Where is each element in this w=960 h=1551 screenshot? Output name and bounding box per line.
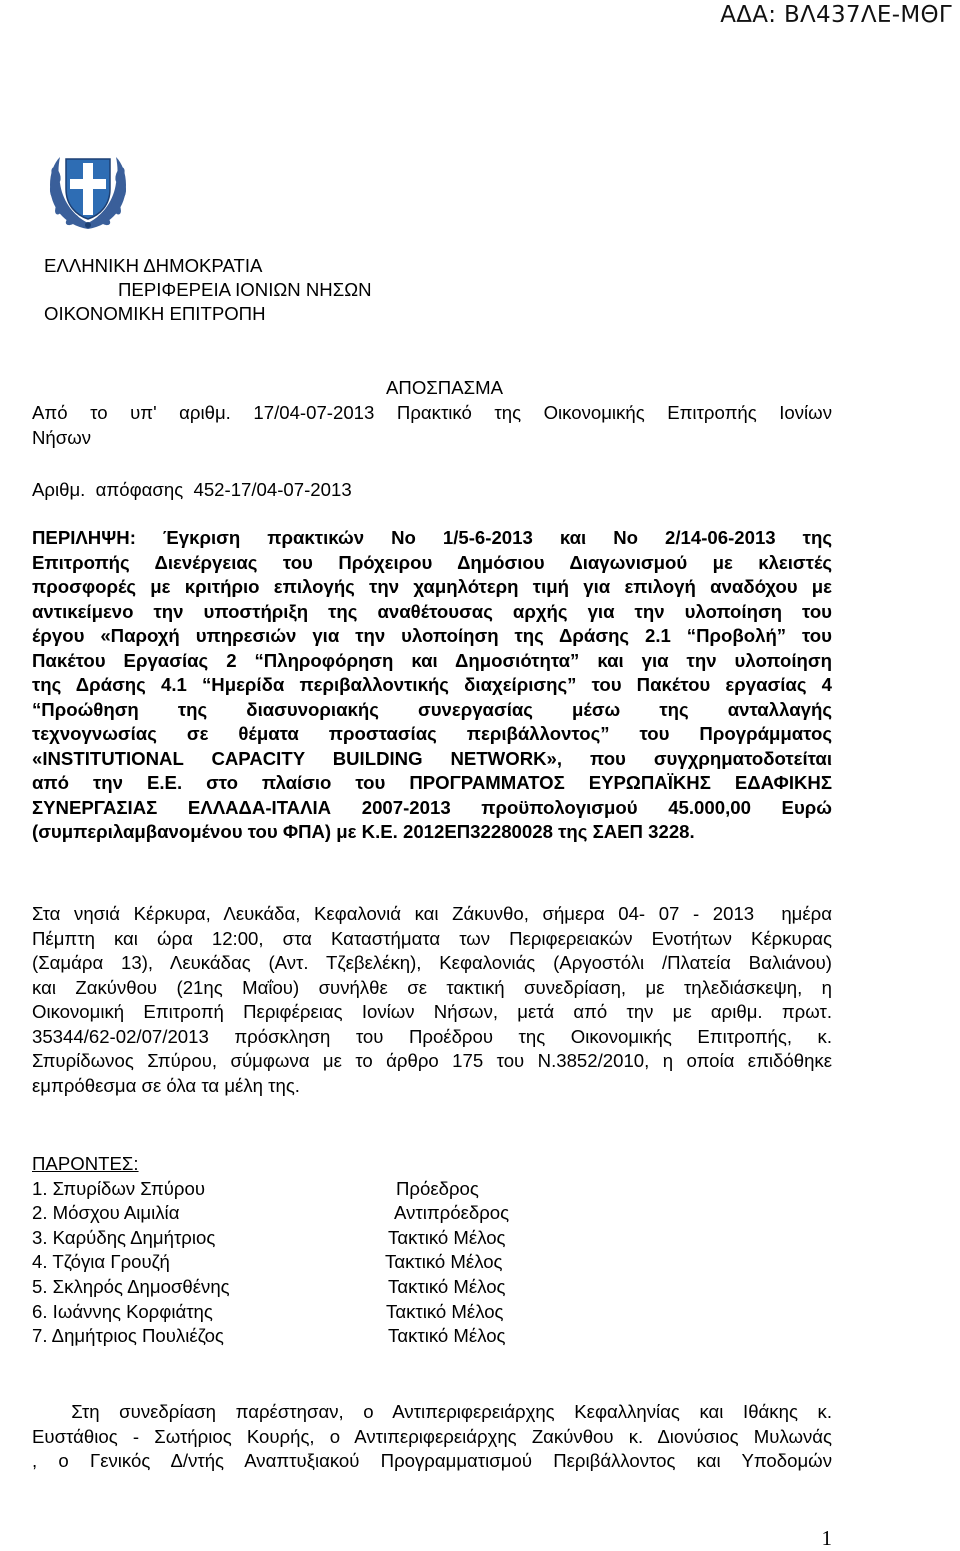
meeting-line: Στα νησιά Κέρκυρα, Λευκάδα, Κεφαλονιά και Ζάκυνθο, σήμερα 04- 07 - 2013 ημέρα [32, 903, 832, 924]
member-role: Τακτικό Μέλος [388, 1275, 506, 1297]
excerpt-title: ΑΠΟΣΠΑΣΜΑ [386, 377, 504, 398]
member-name: 3. Καρύδης Δημήτριος [32, 1226, 216, 1248]
member-role: Τακτικό Μέλος [385, 1251, 503, 1273]
excerpt-reference [32, 401, 832, 450]
decision-number: Αριθμ. απόφασης 452-17/04-07-2013 [32, 479, 352, 500]
member-role: Πρόεδρος [396, 1177, 479, 1199]
summary [32, 526, 832, 845]
attendance-line: , ο Γενικός Δ/ντής Αναπτυξιακού Προγραμματισμού Περιβάλλοντος και Υποδομών [32, 1450, 832, 1471]
summary-line: ΠΕΡΙΛΗΨΗ: Έγκριση πρακτικών Νο 1/5-6-2013 και Νο 2/14-06-2013 της [32, 527, 832, 548]
member-name: 2. Μόσχου Αιμιλία [32, 1202, 180, 1224]
member-name: 6. Ιωάννης Κορφιάτης [32, 1300, 213, 1322]
ada-stamp: ΑΔΑ: ΒΛ437ΛΕ-ΜΘΓ [720, 2, 952, 28]
summary-line: από την Ε.Ε. στο πλαίσιο του ΠΡΟΓΡΑΜΜΑΤΟΣ ΕΥΡΩΠΑΪΚΗΣ ΕΔΑΦΙΚΗΣ [32, 772, 832, 793]
summary-line: προσφορές με κριτήριο επιλογής την χαμηλότερη τιμή για επιλογή αναδόχου με [32, 576, 832, 597]
summary-line: «INSTITUTIONAL CAPACITY BUILDING NETWORK», που συγχρηματοδοτείται [32, 747, 832, 769]
attendance-line: Ευστάθιος - Σωτήριος Κουρής, ο Αντιπεριφερειάρχης Ζακύνθου κ. Διονύσιος Μυλωνάς [32, 1425, 832, 1447]
member-role: Τακτικό Μέλος [388, 1226, 506, 1248]
meeting-line: 35344/62-02/07/2013 πρόσκληση του Προέδρου της Οικονομικής Επιτροπής, κ. [32, 1025, 832, 1047]
attendance-paragraph [32, 1400, 832, 1474]
member-role: Τακτικό Μέλος [386, 1300, 504, 1322]
member-name: 4. Τζόγια Γρουζή [32, 1251, 170, 1273]
authority-line-1: ΕΛΛΗΝΙΚΗ ΔΗΜΟΚΡΑΤΙΑ [44, 255, 263, 276]
meeting-line: Σπυρίδωνος Σπύρου, σύμφωνα με το άρθρο 175 του Ν.3852/2010, η οποία επιδόθηκε [32, 1050, 832, 1071]
meeting-line: και Ζακύνθου (21ης Μαΐου) συνήλθε σε τακτική συνεδρίαση, με τηλεδιάσκεψη, η [32, 976, 832, 998]
authority-line-2: ΠΕΡΙΦΕΡΕΙΑ ΙΟΝΙΩΝ ΝΗΣΩΝ [118, 279, 372, 300]
page-number: 1 [821, 1526, 832, 1550]
excerpt-reference-line-1: Από το υπ' αριθμ. 17/04-07-2013 Πρακτικό της Οικονομικής Επιτροπής Ιονίων [32, 402, 832, 423]
summary-line: αντικείμενο την υποστήριξη της αναθέτουσας αρχής για την υλοποίηση του [32, 600, 832, 622]
summary-line: Επιτροπής Διενέργειας του Πρόχειρου Δημόσιου Διαγωνισμού με κλειστές [32, 551, 832, 573]
member-role: Αντιπρόεδρος [394, 1202, 510, 1224]
summary-line: έργου «Παροχή υπηρεσιών για την υλοποίηση της Δράσης 2.1 “Προβολή” του [32, 625, 832, 646]
member-name: 1. Σπυρίδων Σπύρου [32, 1177, 205, 1199]
summary-line: ΣΥΝΕΡΓΑΣΙΑΣ ΕΛΛΑΔΑ-ΙΤΑΛΙΑ 2007-2013 προϋπολογισμού 45.000,00 Ευρώ [32, 796, 832, 818]
meeting-line: (Σαμάρα 13), Λευκάδας (Αντ. Τζεβελέκη), Κεφαλονιάς (Αργοστόλι /Πλατεία Βαλιάνου) [32, 952, 832, 973]
authority-line-3: ΟΙΚΟΝΟΜΙΚΗ ΕΠΙΤΡΟΠΗ [44, 303, 266, 324]
summary-line: (συμπεριλαμβανομένου του ΦΠΑ) με Κ.Ε. 2012ΕΠ32280028 της ΣΑΕΠ 3228. [32, 821, 695, 842]
summary-line: “Προώθηση της διασυνοριακής συνεργασίας μέσω της ανταλλαγής [32, 698, 832, 720]
summary-line: τεχνογνωσίας σε θέματα προστασίας περιβάλλοντος” του Προγράμματος [32, 723, 832, 744]
member-name: 7. Δημήτριος Πουλιέζος [32, 1325, 224, 1347]
meeting-line: Πέμπτη και ώρα 12:00, στα Καταστήματα των Περιφερειακών Ενοτήτων Κέρκυρας [32, 927, 832, 949]
member-name: 5. Σκληρός Δημοσθένης [32, 1275, 230, 1297]
attendance-line: Στη συνεδρίαση παρέστησαν, ο Αντιπεριφερειάρχης Κεφαλληνίας και Ιθάκης κ. [32, 1401, 832, 1422]
summary-line: της Δράσης 4.1 “Ημερίδα περιβαλλοντικής διαχείρισης” του Πακέτου εργασίας 4 [32, 674, 832, 695]
present-heading: ΠΑΡΟΝΤΕΣ: [32, 1153, 139, 1174]
summary-line: Πακέτου Εργασίας 2 “Πληροφόρηση και Δημοσιότητα” και για την υλοποίηση [32, 649, 832, 671]
meeting-paragraph [32, 902, 832, 1098]
meeting-line: εμπρόθεσμα σε όλα τα μέλη της. [32, 1074, 300, 1096]
member-role: Τακτικό Μέλος [388, 1325, 506, 1347]
meeting-line: Οικονομική Επιτροπή Περιφέρειας Ιονίων Νήσων, μετά από την με αριθμ. πρωτ. [32, 1001, 832, 1022]
greek-coat-of-arms-icon [44, 145, 132, 233]
excerpt-reference-line-2: Νήσων [32, 426, 92, 448]
